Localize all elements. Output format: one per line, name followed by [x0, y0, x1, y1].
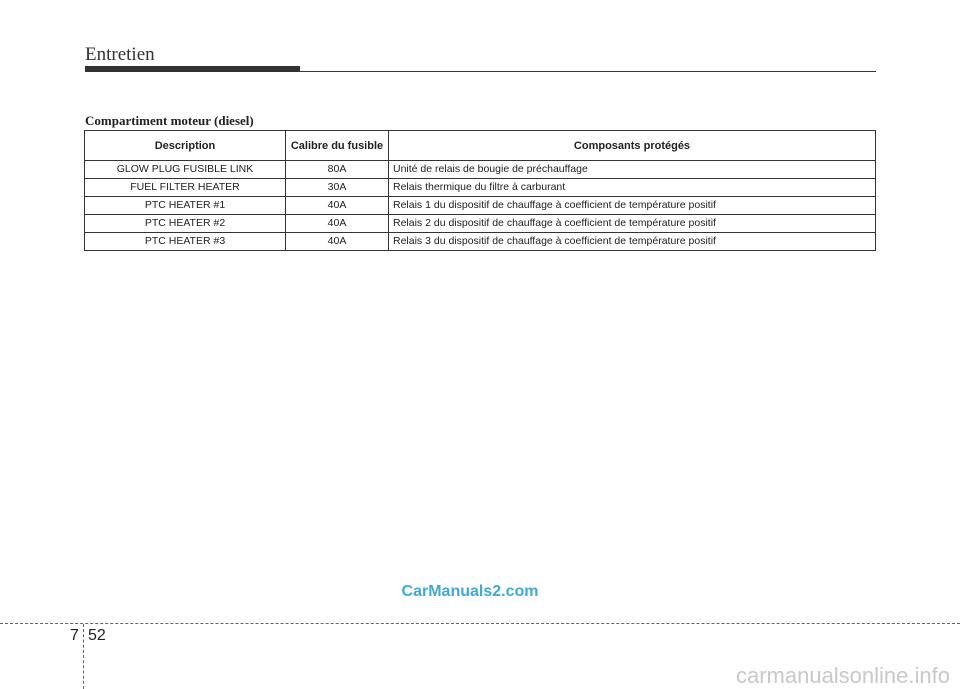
cell-description: PTC HEATER #1	[85, 197, 286, 215]
cell-protected-component: Relais 1 du dispositif de chauffage à coefficient de température positif	[389, 197, 876, 215]
table-row	[85, 197, 876, 215]
cell-description: GLOW PLUG FUSIBLE LINK	[85, 161, 286, 179]
header-protected-components: Composants protégés	[389, 131, 876, 161]
fuse-table	[84, 130, 876, 251]
table-row	[85, 179, 876, 197]
watermark-link[interactable]: CarManuals2.com	[401, 583, 539, 600]
cell-description: FUEL FILTER HEATER	[85, 179, 286, 197]
cell-protected-component: Relais 3 du dispositif de chauffage à coefficient de température positif	[389, 233, 876, 251]
table-row	[85, 233, 876, 251]
cell-description: PTC HEATER #2	[85, 215, 286, 233]
cell-fuse-rating: 40A	[286, 197, 389, 215]
table-row	[85, 215, 876, 233]
page-number: 52	[88, 627, 106, 644]
cell-fuse-rating: 40A	[286, 233, 389, 251]
cell-protected-component: Relais 2 du dispositif de chauffage à coefficient de température positif	[389, 215, 876, 233]
footer-divider	[0, 623, 960, 624]
cell-fuse-rating: 40A	[286, 215, 389, 233]
cell-protected-component: Relais thermique du filtre à carburant	[389, 179, 876, 197]
table-row	[85, 161, 876, 179]
cell-fuse-rating: 80A	[286, 161, 389, 179]
header-description: Description	[85, 131, 286, 161]
cell-protected-component: Unité de relais de bougie de préchauffage	[389, 161, 876, 179]
chapter-title: Entretien	[85, 44, 155, 65]
header-rule	[85, 71, 876, 72]
cell-description: PTC HEATER #3	[85, 233, 286, 251]
chapter-number: 7	[70, 627, 79, 644]
site-watermark: carmanualsonline.info	[735, 663, 950, 688]
footer-vertical-divider	[83, 624, 84, 689]
section-title: Compartiment moteur (diesel)	[85, 113, 254, 128]
header-fuse-rating: Calibre du fusible	[286, 131, 389, 161]
cell-fuse-rating: 30A	[286, 179, 389, 197]
table-header-row	[85, 131, 876, 161]
